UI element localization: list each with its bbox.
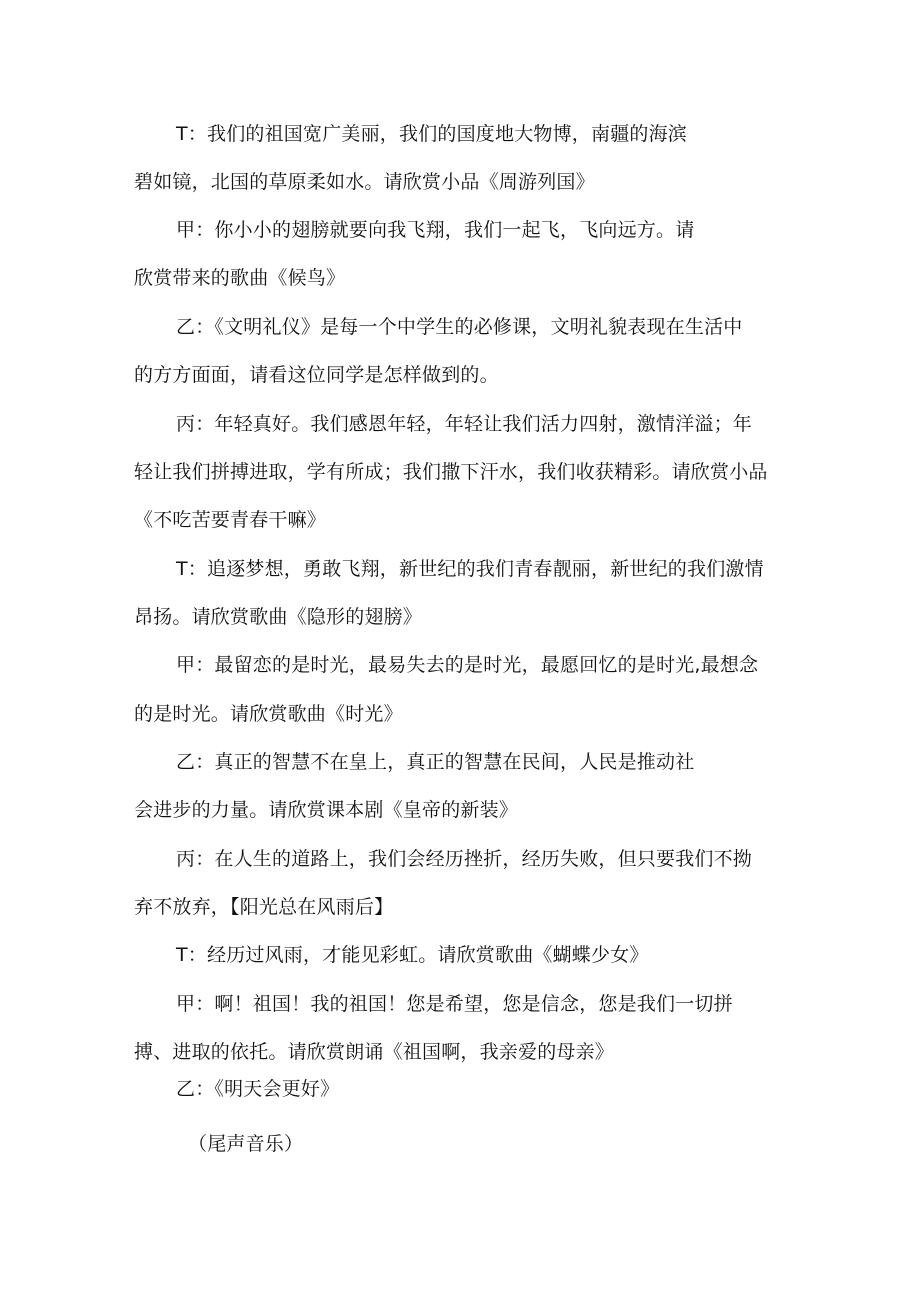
paragraph-t-2-line-2: 昂扬。请欣赏歌曲《隐形的翅膀》 [134, 606, 423, 628]
paragraph-t-1-line-1: T：我们的祖国宽广美丽，我们的国度地大物博，南疆的海滨 [176, 123, 688, 145]
closing-music-note: （尾声音乐） [188, 1133, 304, 1155]
paragraph-jia-3-line-2: 搏、进取的依托。请欣赏朗诵《祖国啊，我亲爱的母亲》 [134, 1041, 615, 1063]
paragraph-jia-3-line-1: 甲：啊！祖国！我的祖国！您是希望，您是信念，您是我们一切拼 [176, 993, 733, 1015]
paragraph-yi-3-line-1: 乙：《明天会更好》 [176, 1078, 340, 1100]
paragraph-bing-1-line-1: 丙：年轻真好。我们感恩年轻，年轻让我们活力四射，激情洋溢；年 [176, 413, 753, 435]
paragraph-jia-2-line-2: 的是时光。请欣赏歌曲《时光》 [134, 703, 403, 725]
paragraph-yi-2-line-2: 会进步的力量。请欣赏课本剧《皇帝的新装》 [134, 799, 519, 821]
paragraph-yi-2-line-1: 乙：真正的智慧不在皇上，真正的智慧在民间，人民是推动社 [176, 751, 695, 773]
paragraph-yi-1-line-1: 乙：《文明礼仪》是每一个中学生的必修课，文明礼貌表现在生活中 [176, 316, 743, 338]
paragraph-bing-2-line-2: 弃不放弃，【阳光总在风雨后】 [134, 896, 394, 918]
paragraph-yi-1-line-2: 的方方面面，请看这位同学是怎样做到的。 [134, 364, 499, 386]
paragraph-t-3-line-1: T：经历过风雨，才能见彩虹。请欣赏歌曲《蝴蝶少女》 [176, 944, 649, 966]
paragraph-jia-1-line-2: 欣赏带来的歌曲《候鸟》 [134, 267, 346, 289]
paragraph-bing-1-line-3: 《不吃苦要青春干嘛》 [134, 509, 327, 531]
paragraph-bing-2-line-1: 丙：在人生的道路上，我们会经历挫折，经历失败，但只要我们不拗 [176, 848, 753, 870]
paragraph-jia-2-line-1: 甲：最留恋的是时光，最易失去的是时光，最愿回忆的是时光,最想念 [176, 654, 759, 676]
paragraph-bing-1-line-2: 轻让我们拼搏进取，学有所成；我们撒下汗水，我们收获精彩。请欣赏小品 [134, 461, 768, 483]
paragraph-t-1-line-2: 碧如镜，北国的草原柔如水。请欣赏小品《周游列国》 [134, 171, 595, 193]
paragraph-t-2-line-1: T：追逐梦想，勇敢飞翔，新世纪的我们青春靓丽，新世纪的我们激情 [176, 558, 764, 580]
paragraph-jia-1-line-1: 甲：你小小的翅膀就要向我飞翔，我们一起飞，飞向远方。请 [176, 219, 695, 241]
